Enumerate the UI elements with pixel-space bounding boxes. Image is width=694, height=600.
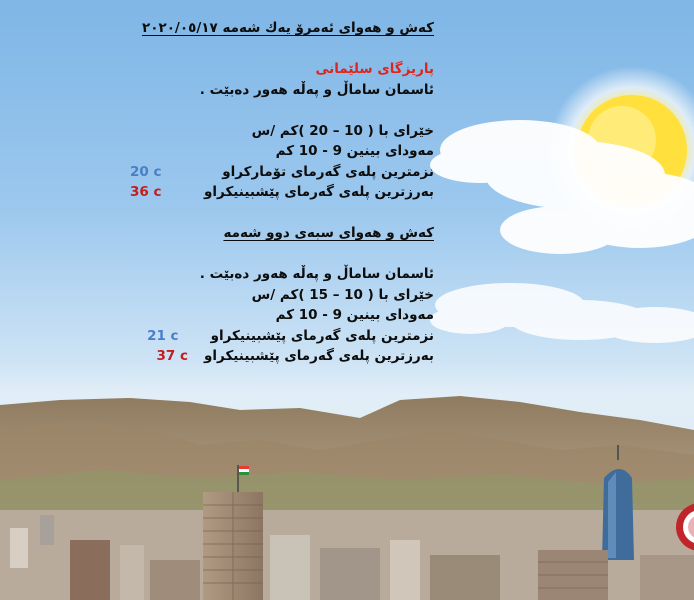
today-heading: كەش و هەوای ئەمرۆ یەك شەمە ٢٠٢٠/٠٥/١٧: [141, 20, 434, 36]
cloud-lower: [430, 283, 694, 343]
tomorrow-max-row: [130, 346, 434, 367]
today-min-value: 20 c: [130, 163, 162, 180]
tomorrow-wind: خێرای با ( 10 – 15 )كم /س: [251, 286, 434, 303]
today-wind: خێرای با ( 10 – 20 )كم /س: [251, 122, 434, 139]
today-max-row: [130, 182, 434, 203]
tomorrow-max-label: بەرزترین پلەی گەرمای پێشبینیكراو: [204, 348, 434, 364]
mountain-range: [0, 396, 694, 520]
tomorrow-visibility: مەودای بینین 9 - 10 كم: [275, 307, 434, 323]
today-visibility: مەودای بینین 9 - 10 كم: [275, 143, 434, 159]
tower-building: [203, 492, 263, 600]
tomorrow-min-label: نزمترین پلەی گەرمای پێشبینیكراو: [210, 327, 434, 344]
building-right: [538, 550, 608, 600]
weather-report: [130, 18, 434, 367]
tomorrow-sky: ئاسمان ساماڵ و پەڵە هەور دەبێت .: [199, 266, 434, 282]
today-max-value: 36 c: [130, 184, 162, 200]
today-min-row: [130, 162, 434, 183]
today-max-label: بەرزترین پلەی گەرمای پێشبینیكراو: [204, 184, 434, 200]
today-sky: ئاسمان ساماڵ و پەڵە هەور دەبێت .: [199, 81, 434, 98]
tomorrow-min-value: 21 c: [147, 327, 179, 344]
tomorrow-max-value: 37 c: [156, 348, 189, 364]
tomorrow-min-row: [130, 326, 434, 347]
tomorrow-heading: كەش و هەوای سبەی دوو شەمە: [223, 225, 434, 241]
region-title: پاریزگای سلێمانی: [315, 61, 434, 77]
today-min-label: نزمترین پلەی گەرمای تۆماركراو: [222, 163, 434, 180]
